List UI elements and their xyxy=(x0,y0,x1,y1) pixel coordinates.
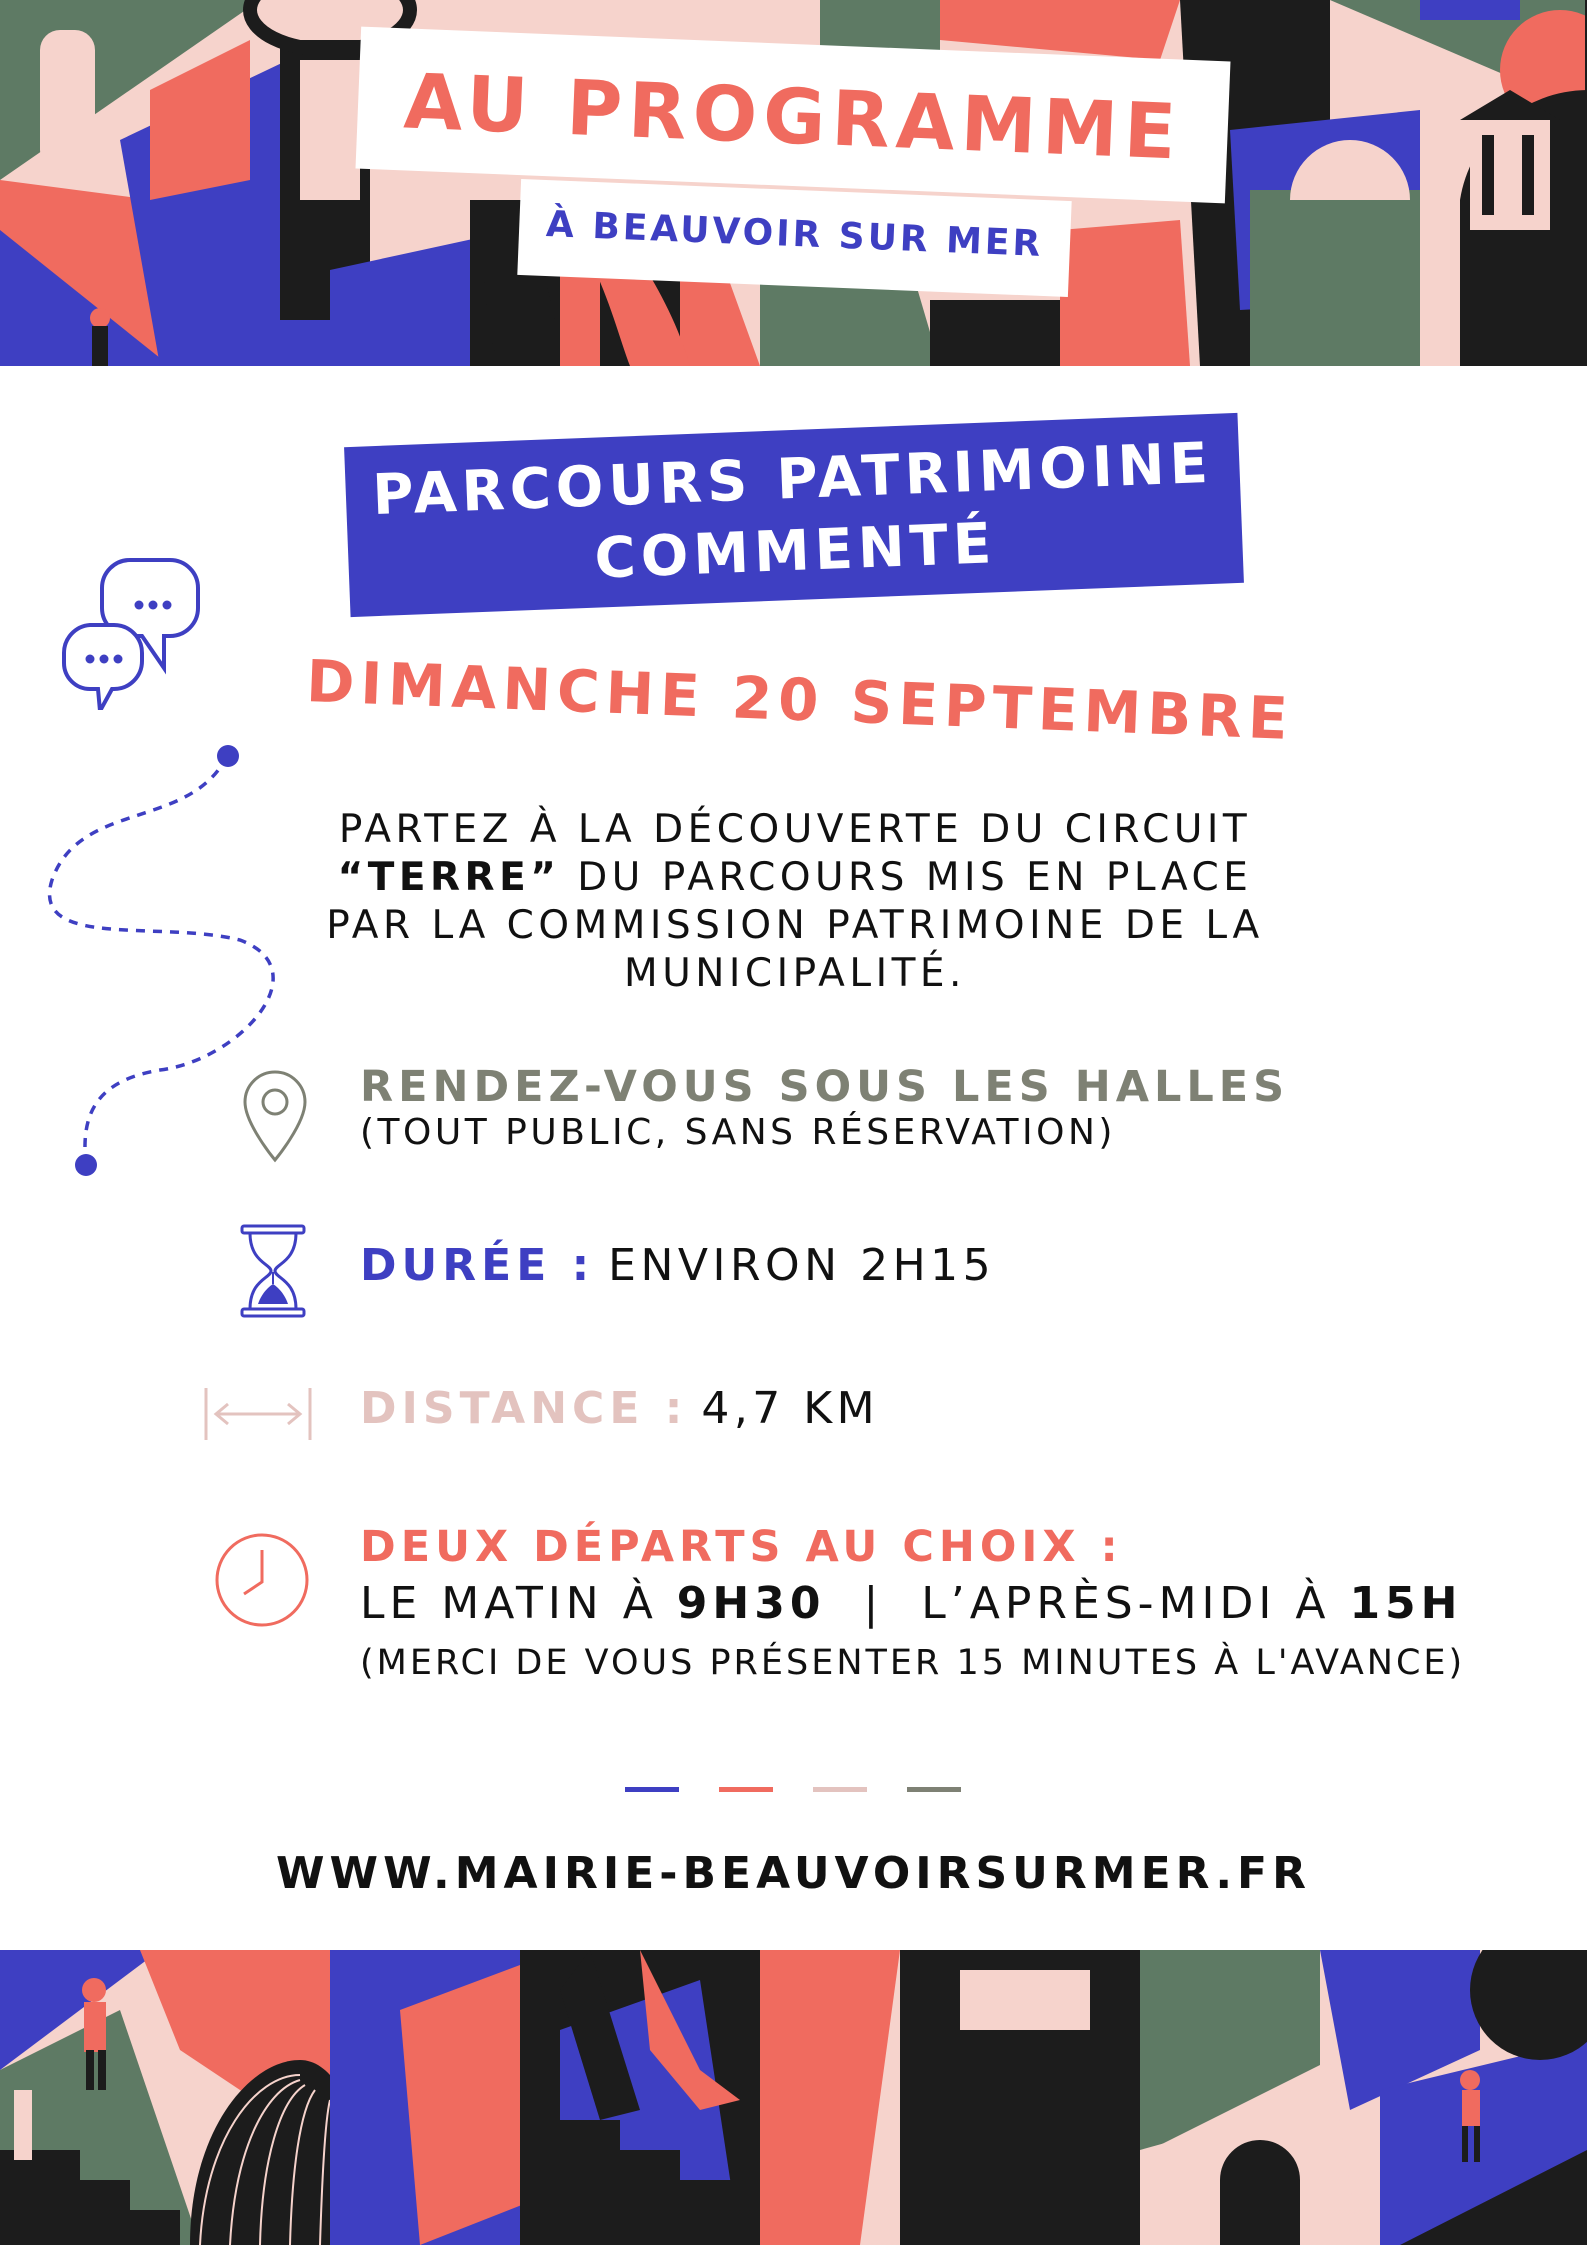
departures-info xyxy=(360,1522,1465,1683)
morning-time: 9H30 xyxy=(676,1578,826,1629)
location-pin-icon xyxy=(240,1068,310,1164)
distance-info xyxy=(360,1383,879,1434)
hourglass-icon xyxy=(238,1222,308,1320)
event-title-line2: COMMENTÉ xyxy=(593,511,998,592)
bottom-illustration-banner xyxy=(0,1950,1587,2245)
duration-info xyxy=(360,1240,995,1291)
header-subtitle: À BEAUVOIR SUR MER xyxy=(545,204,1044,265)
departures-title: DEUX DÉPARTS AU CHOIX : xyxy=(360,1522,1123,1572)
clock-icon xyxy=(212,1530,312,1630)
divider-dash-pink xyxy=(813,1787,867,1792)
description-line-3: PAR LA COMMISSION PATRIMOINE DE LA xyxy=(326,903,1264,948)
morning-text: LE MATIN À xyxy=(360,1578,677,1629)
divider-dash-coral xyxy=(719,1787,773,1792)
meeting-note: (TOUT PUBLIC, SANS RÉSERVATION) xyxy=(360,1112,1116,1153)
website-link[interactable]: WWW.MAIRIE-BEAUVOIRSURMER.FR xyxy=(276,1848,1311,1899)
double-arrow-icon xyxy=(202,1384,314,1444)
bottom-illustration xyxy=(0,1950,1587,2245)
event-description xyxy=(290,806,1300,998)
times-separator: | xyxy=(825,1578,922,1629)
distance-label: DISTANCE : xyxy=(360,1383,688,1434)
description-line-2-rest: DU PARCOURS MIS EN PLACE xyxy=(560,855,1253,900)
description-line-2 xyxy=(290,854,1300,902)
speech-bubbles-icon xyxy=(60,550,200,710)
duration-value: ENVIRON 2H15 xyxy=(608,1240,996,1291)
meeting-title: RENDEZ-VOUS SOUS LES HALLES xyxy=(360,1062,1290,1112)
event-date: DIMANCHE 20 SEPTEMBRE xyxy=(305,647,1295,753)
event-title-line1: PARCOURS PATRIMOINE xyxy=(371,430,1214,529)
departures-times xyxy=(360,1578,1465,1629)
divider-dash-grey xyxy=(907,1787,961,1792)
header-title: AU PROGRAMME xyxy=(402,56,1184,177)
departures-note: (MERCI DE VOUS PRÉSENTER 15 MINUTES À L'AVANCE) xyxy=(360,1643,1466,1683)
afternoon-text: L’APRÈS-MIDI À xyxy=(921,1578,1350,1629)
afternoon-time: 15H xyxy=(1349,1578,1463,1629)
description-line-4: MUNICIPALITÉ. xyxy=(624,951,966,996)
top-illustration-banner xyxy=(0,0,1587,366)
duration-label: DURÉE : xyxy=(360,1240,595,1291)
description-line-1: PARTEZ À LA DÉCOUVERTE DU CIRCUIT xyxy=(338,807,1252,852)
description-circuit-name: “TERRE” xyxy=(337,855,561,900)
meeting-info xyxy=(360,1062,1289,1153)
divider-dash-blue xyxy=(625,1787,679,1792)
event-title-box xyxy=(344,413,1244,617)
distance-value: 4,7 KM xyxy=(701,1383,880,1434)
